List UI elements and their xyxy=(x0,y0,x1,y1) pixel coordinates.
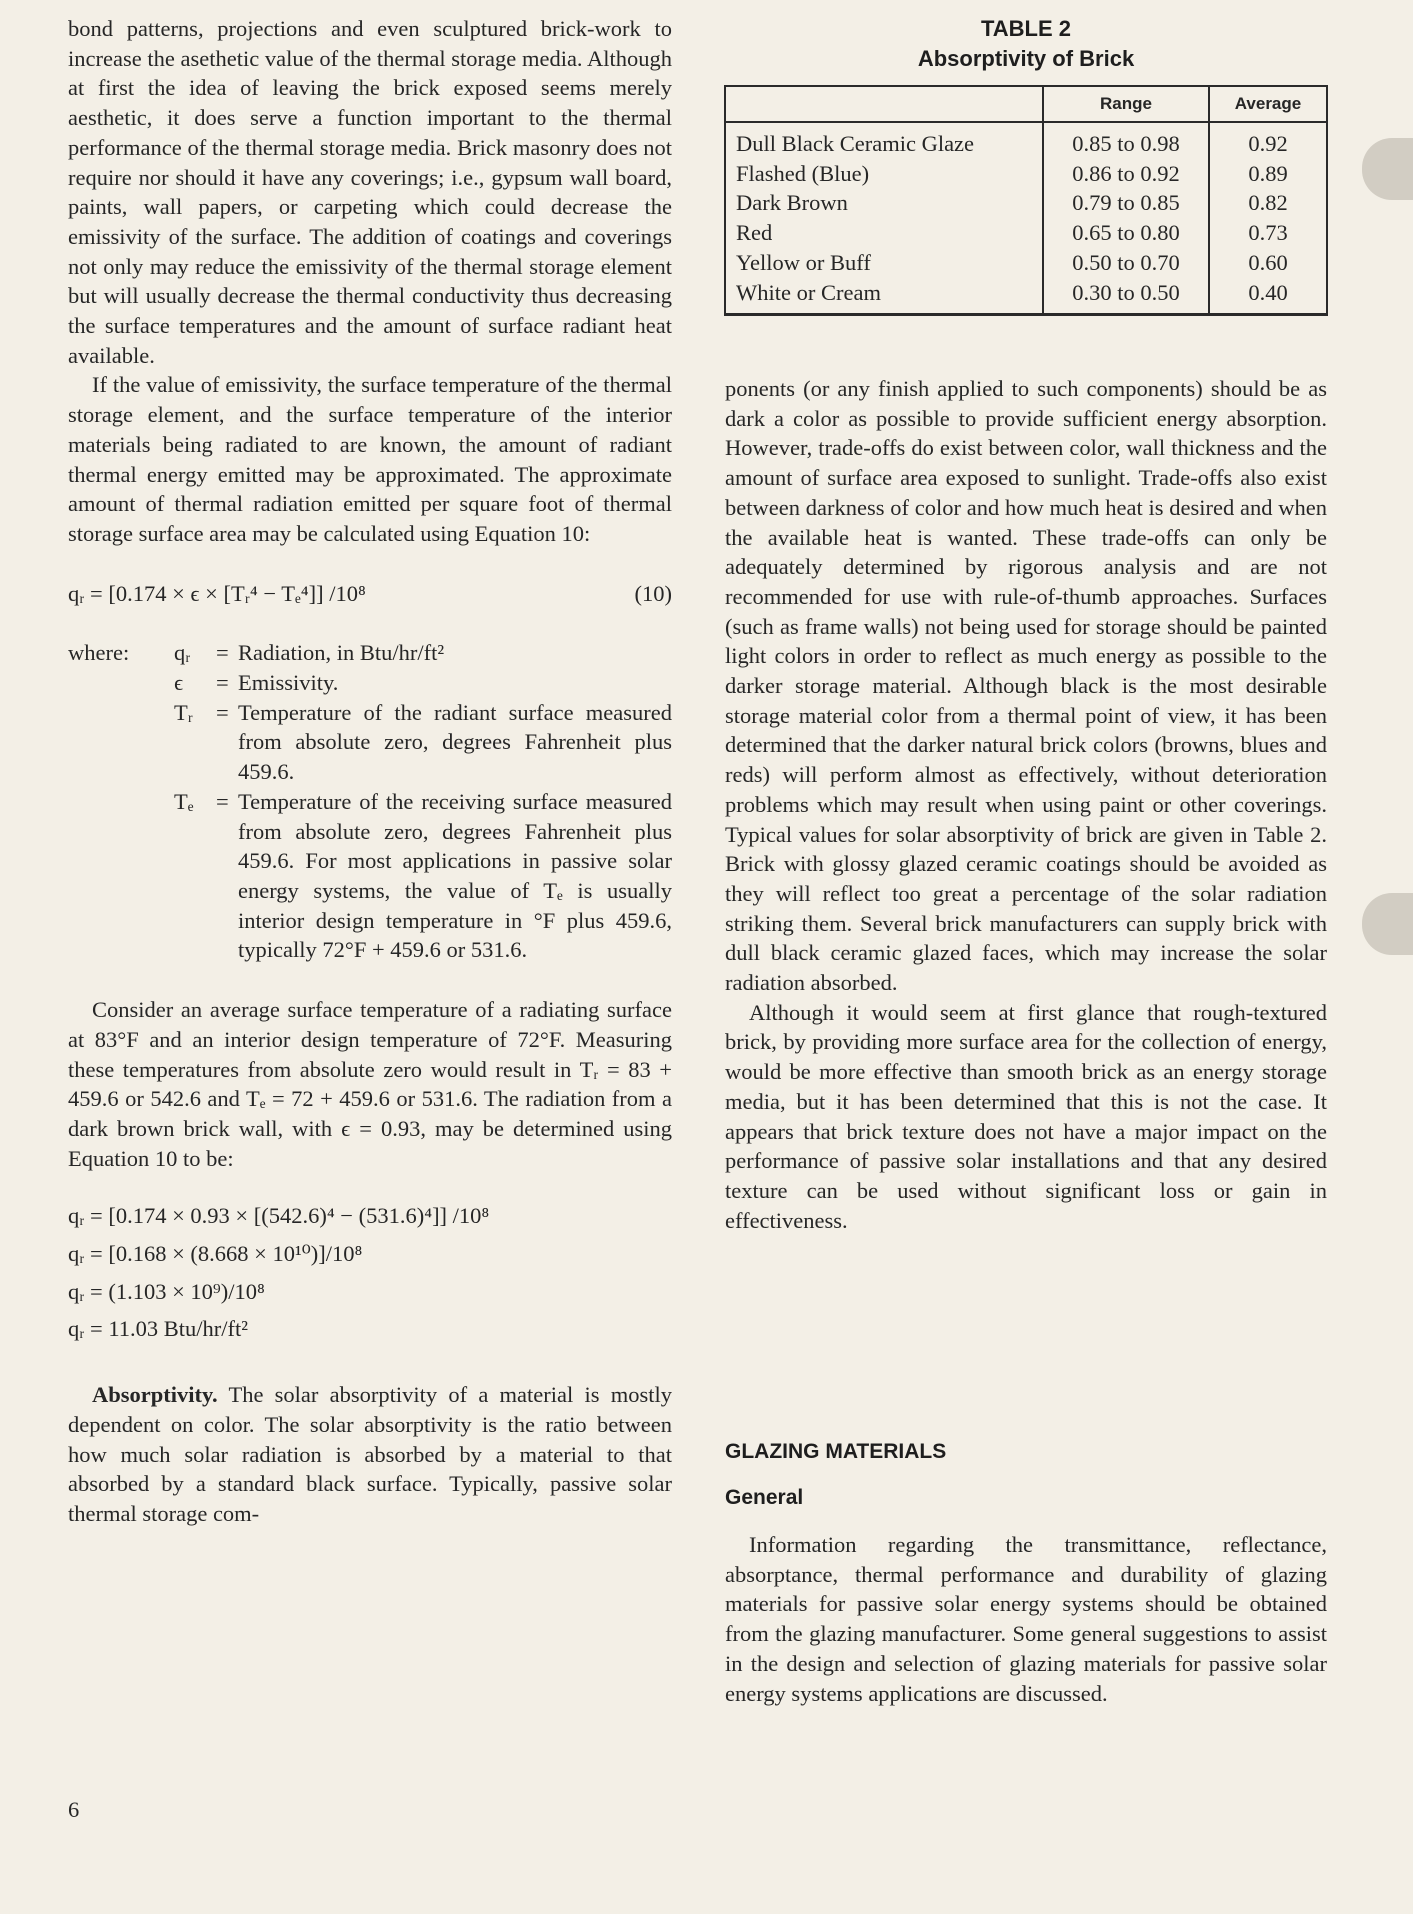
table-row xyxy=(725,248,1327,278)
calc-line: qᵣ = 11.03 Btu/hr/ft² xyxy=(68,1316,249,1342)
table-cell: Dark Brown xyxy=(725,188,1043,218)
calc-line: qᵣ = [0.174 × 0.93 × [(542.6)⁴ − (531.6)⁴]] /10⁸ xyxy=(68,1203,490,1229)
column-header: Average xyxy=(1209,86,1327,122)
table-row xyxy=(725,122,1327,159)
body-paragraph: If the value of emissivity, the surface temperature of the thermal storage element, and the surface temperature of the interior materials being radiated to are known, the amount of radiant thermal energy emitted may be approximated. The approximate amount of thermal radiation emitted per square foot of thermal storage surface area may be calculated using Equation 10: xyxy=(68,372,672,546)
body-paragraph: bond patterns, projections and even sculptured brick-work to increase the asethetic value of the thermal storage media. Although at first the idea of leaving the brick exposed seems merely aesthetic, it does serve a function important to the thermal performance of the thermal storage media. Brick masonry does not require nor should it have any coverings; i.e., gypsum wall board, paints, wall papers, or carpeting which could decrease the emissivity of the surface. The addition of coatings and coverings not only may reduce the emissivity of the thermal storage element but will usually decrease the thermal conductivity thus decreasing the surface temperatures and the amount of surface radiant heat available. xyxy=(68,16,672,368)
run-in-heading: Absorptivity. xyxy=(92,1382,218,1408)
def-item: = Emissivity. xyxy=(216,668,672,698)
table-cell: 0.89 xyxy=(1209,159,1327,189)
where-label: where: xyxy=(68,640,130,666)
def-symbol: Tᵣ xyxy=(174,699,193,725)
table-cell: 0.60 xyxy=(1209,248,1327,278)
table-cell: 0.85 to 0.98 xyxy=(1043,122,1209,159)
absorptivity-table xyxy=(724,85,1328,316)
section-heading: GLAZING MATERIALS xyxy=(725,1440,947,1463)
paragraph-text: The solar absorptivity of a material is mostly dependent on color. The solar absorptivity is the ratio between how much solar radiation is absorbed by a material to that absorbed by a standard black surface. Typically, passive solar thermal storage com- xyxy=(68,1382,672,1526)
body-paragraph: Information regarding the transmittance, reflectance, absorptance, thermal performance and durability of glazing materials for passive solar energy systems should be obtained from the glazing manufacturer. Some general suggestions to assist in the design and selection of glazing materials for passive solar energy systems applications are discussed. xyxy=(725,1532,1327,1706)
body-paragraph: Although it would seem at first glance that rough-textured brick, by providing more surface area for the collection of energy, would be more effective than smooth brick as an energy storage media, but it has been determined that this is not the case. It appears that brick texture does not have a major impact on the performance of passive solar installations and that any desired texture can be used without significant loss or gain in effectiveness. xyxy=(725,999,1327,1233)
table-cell: Red xyxy=(725,218,1043,248)
body-paragraph: ponents (or any finish applied to such components) should be as dark a color as possible to provide sufficient energy absorption. However, trade-offs do exist between color, wall thickness and the amount of surface area exposed to sunlight. Trade-offs also exist between darkness of color and how much heat is desired and when the available heat is wanted. These trade-offs can only be adequately determined by rigorous analysis and are not recommended for use with rule-of-thumb approaches. Surfaces (such as frame walls) not being used for storage should be painted light colors in order to reflect as much energy as possible to the darker storage material. Although black is the most desirable storage material color from a thermal point of view, it has been determined that the darker natural brick colors (browns, blues and reds) will perform almost as effectively, without deterioration problems which may result when using paint or other coverings. Typical values for solar absorptivity of brick are given in Table 2. Brick with glossy glazed ceramic coatings should be avoided as they will reflect too great a percentage of the solar radiation striking them. Several brick manufacturers can supply brick with dull black ceramic glazed faces, which may increase the solar radiation absorbed. xyxy=(725,376,1327,996)
table-cell: 0.86 to 0.92 xyxy=(1043,159,1209,189)
table-row xyxy=(725,278,1327,315)
table-cell: Yellow or Buff xyxy=(725,248,1043,278)
table-cell: Dull Black Ceramic Glaze xyxy=(725,122,1043,159)
table-subtitle: Absorptivity of Brick xyxy=(917,46,1135,71)
calc-line: qᵣ = (1.103 × 10⁹)/10⁸ xyxy=(68,1278,265,1304)
subsection-heading: General xyxy=(725,1486,804,1509)
table-cell: 0.79 to 0.85 xyxy=(1043,188,1209,218)
table-caption xyxy=(725,14,1327,74)
table-cell: 0.50 to 0.70 xyxy=(1043,248,1209,278)
table-cell: 0.73 xyxy=(1209,218,1327,248)
def-item: = Temperature of the radiant surface measured from absolute zero, degrees Fahrenheit plus 459.6. xyxy=(216,698,672,787)
table-row xyxy=(725,159,1327,189)
right-column-upper xyxy=(725,374,1327,1235)
table-row xyxy=(725,188,1327,218)
page-number: 6 xyxy=(68,1797,80,1822)
def-text: Temperature of the radiant surface measured from absolute zero, degrees Fahrenheit plus 459.6. xyxy=(238,699,672,785)
body-paragraph xyxy=(68,1380,672,1529)
table-title: TABLE 2 xyxy=(980,16,1072,41)
def-symbol: Tₑ xyxy=(174,788,194,814)
page-tab-marker xyxy=(1362,138,1413,200)
equation-number: (10) xyxy=(634,580,672,606)
table-cell: 0.40 xyxy=(1209,278,1327,315)
equation-text: qᵣ = [0.174 × ϵ × [Tᵣ⁴ − Tₑ⁴]] /10⁸ xyxy=(68,580,366,606)
def-text: Emissivity. xyxy=(238,670,339,696)
table-cell: 0.92 xyxy=(1209,122,1327,159)
equation-10 xyxy=(68,579,672,609)
table-cell: Flashed (Blue) xyxy=(725,159,1043,189)
table-cell: 0.65 to 0.80 xyxy=(1043,218,1209,248)
calc-line: qᵣ = [0.168 × (8.668 × 10¹⁰)]/10⁸ xyxy=(68,1241,363,1267)
body-paragraph: Consider an average surface temperature of a radiating surface at 83°F and an interior design temperature of 72°F. Measuring these temperatures from absolute zero would result in Tᵣ = 83 + 459.6 or 542.6 and Tₑ = 72 + 459.6 or 531.6. The radiation from a dark brown brick wall, with ϵ = 0.93, may be determined using Equation 10 to be: xyxy=(68,997,672,1171)
table-cell: 0.30 to 0.50 xyxy=(1043,278,1209,315)
left-column xyxy=(68,14,672,1529)
column-header: Range xyxy=(1043,86,1209,122)
def-symbol: qᵣ xyxy=(174,640,191,666)
table-header-row xyxy=(725,86,1327,122)
table-row xyxy=(725,218,1327,248)
table-cell: 0.82 xyxy=(1209,188,1327,218)
def-item: = Radiation, in Btu/hr/ft² xyxy=(216,638,672,668)
column-header xyxy=(725,86,1043,122)
calculation-block xyxy=(68,1201,672,1344)
variable-definitions xyxy=(68,638,672,965)
table-cell: White or Cream xyxy=(725,278,1043,315)
def-text: Temperature of the receiving surface measured from absolute zero, degrees Fahrenheit plus 459.6. For most applications in passive solar energy systems, the value of Tₑ is usually interior design temperature in °F plus 459.6, typically 72°F + 459.6 or 531.6. xyxy=(238,788,672,963)
def-text: Radiation, in Btu/hr/ft² xyxy=(238,640,445,666)
right-column-lower xyxy=(725,1530,1327,1708)
def-symbol: ϵ xyxy=(174,670,184,696)
page-tab-marker xyxy=(1362,893,1413,955)
def-item: = Temperature of the receiving surface measured from absolute zero, degrees Fahrenheit plus 459.6. For most applications in passive solar energy systems, the value of Tₑ is usually interior design temperature in °F plus 459.6, typically 72°F + 459.6 or 531.6. xyxy=(216,787,672,965)
